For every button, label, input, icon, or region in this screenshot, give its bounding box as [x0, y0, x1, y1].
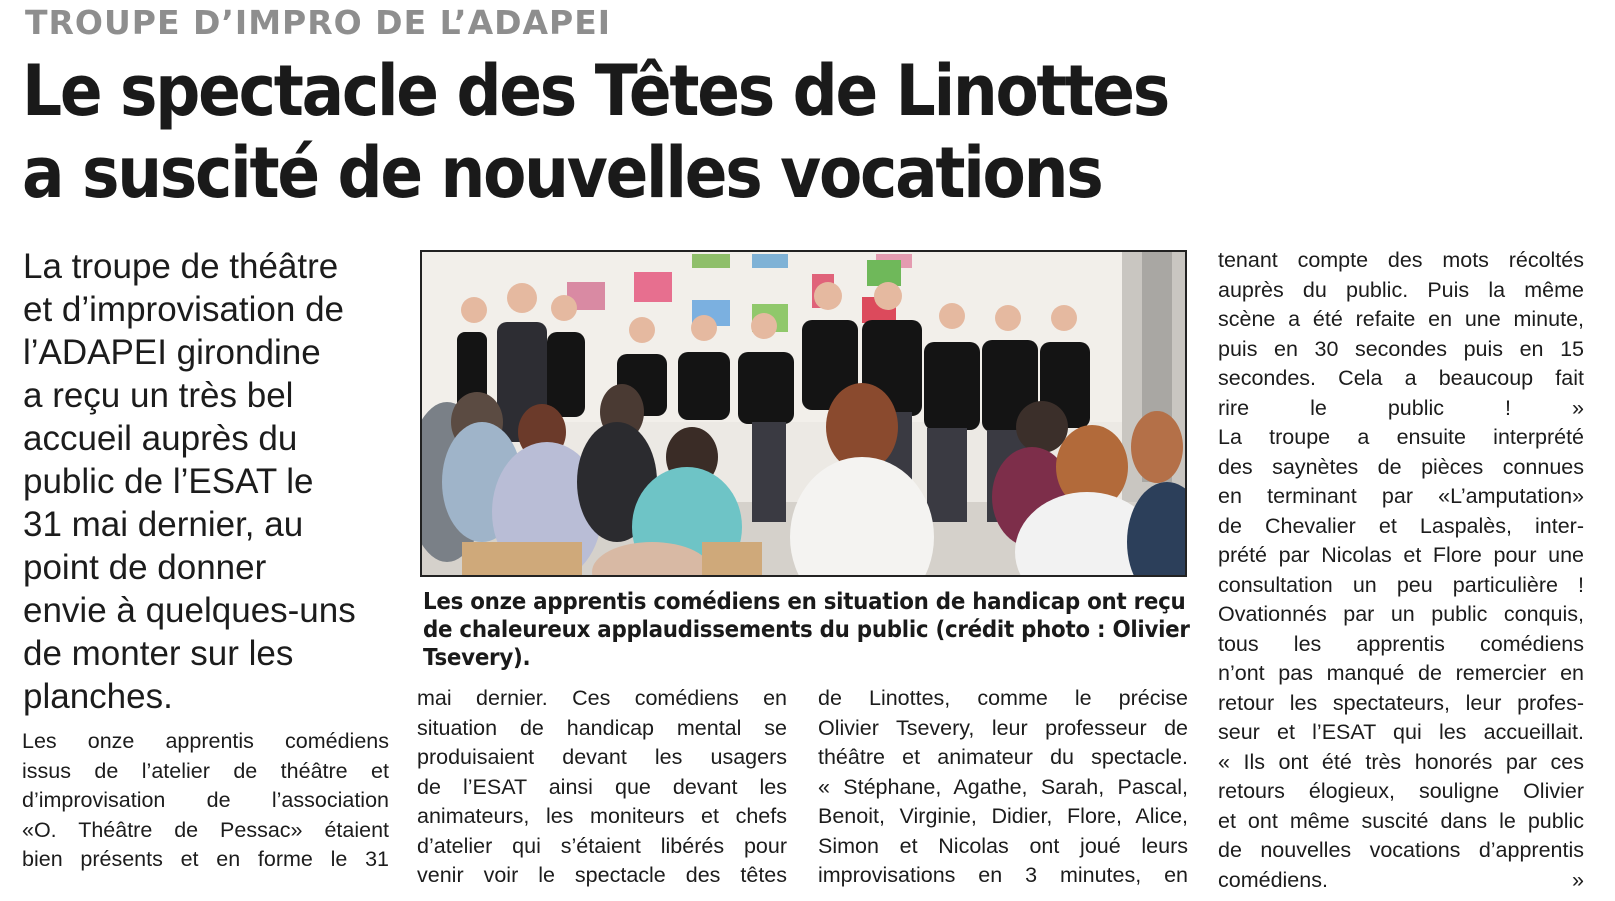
lead-paragraph: La troupe de théâtre et d’improvisation de l’ADAPEI girondine a reçu un très bel accueil auprès du public de l’ESAT le 31 mai dernier, au point de donner envie à quelques-uns de monter sur les planches.	[23, 247, 356, 716]
headline	[22, 50, 1169, 214]
body-column-4: tenant compte des mots récoltés auprès du public. Puis la même scène a été refaite en une minute, puis en 30 secondes puis en 15 secondes. Cela a beaucoup fait rire le public ! » La troupe a ensuite interprété des saynètes de pièces connues en terminant par «L’amputation» de Chevalier et Laspalès, inter- prété par Nicolas et Flore pour une consultation un peu particulière ! Ovationnés par un public conquis, tous les apprentis comédiens n’ont pas manqué de remercier en retour les spectateurs, leur profes- seur et l’ESAT qui les accueillait. « Ils ont été très honorés par ces retours élogieux, souligne Olivier et ont même suscité dans le public de nouvelles vocations d’apprentis comédiens. »	[1218, 248, 1584, 892]
kicker: TROUPE D’IMPRO DE L’ADAPEI	[25, 3, 612, 42]
body-column-2: mai dernier. Ces comédiens en situation de handicap mental se produisaient devant les usagers de l’ESAT ainsi que devant les animateurs, les moniteurs et chefs d’atelier qui s’étaient libérés pour venir voir le spectacle des têtes	[417, 686, 787, 887]
body-column-1: Les onze apprentis comédiens issus de l’atelier de théâtre et d’improvisation de l’association «O. Théâtre de Pessac» étaient bien présents et en forme le 31	[22, 729, 389, 871]
photo-caption	[423, 588, 1190, 672]
headline-line-1: Le spectacle des Têtes de Linottes	[22, 50, 1169, 132]
body-column-3: de Linottes, comme le précise Olivier Tsevery, leur professeur de théâtre et animateur du spectacle. « Stéphane, Agathe, Sarah, Pascal, Benoit, Virginie, Didier, Flore, Alice, Simon et Nicolas ont joué leurs improvisations en 3 minutes, en	[818, 686, 1188, 887]
headline-line-2: a suscité de nouvelles vocations	[22, 132, 1102, 214]
photo-illustration	[422, 252, 1185, 575]
article-photo	[420, 250, 1187, 577]
photo-caption-text: Les onze apprentis comédiens en situation de handicap ont reçu de chaleureux applaudissements du public (crédit photo : Olivier Tsevery).	[423, 589, 1190, 671]
